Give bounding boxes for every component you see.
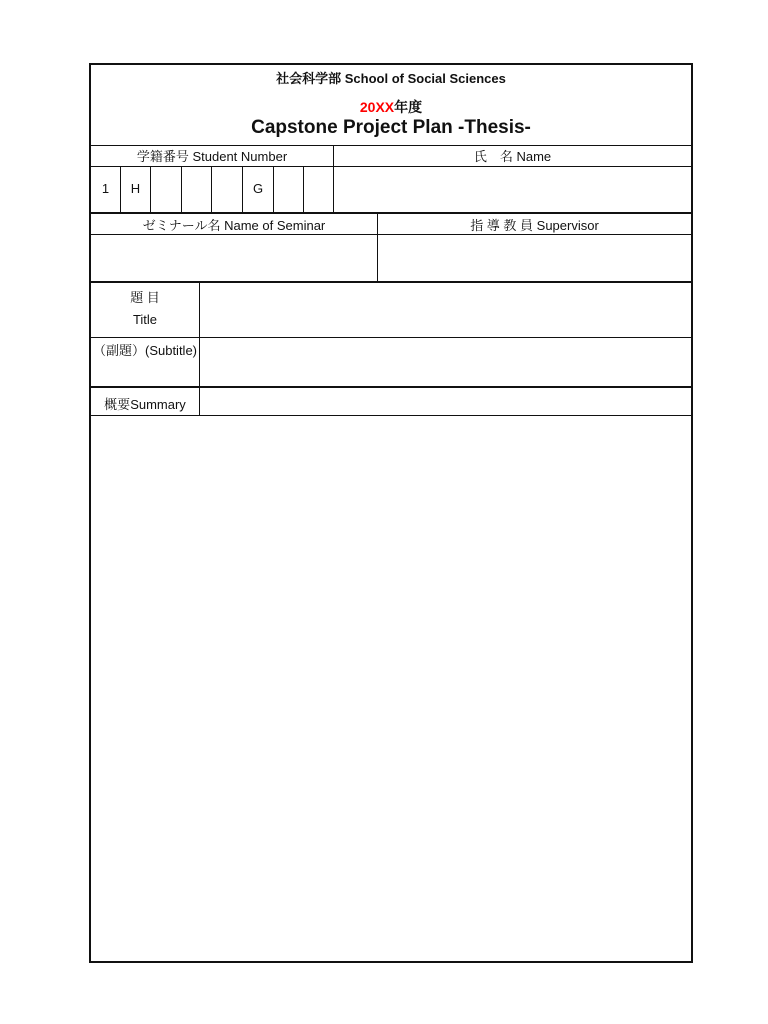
year-suffix: 年度: [394, 99, 423, 115]
title-label-en: Title: [132, 312, 158, 327]
name-label-en: Name: [516, 149, 552, 164]
divider: [89, 145, 693, 146]
divider: [89, 212, 693, 214]
seminar-field[interactable]: [91, 235, 377, 281]
student-number-label-en: Student Number: [192, 149, 288, 164]
student-number-digit-6[interactable]: G: [252, 181, 264, 196]
school-heading: [89, 71, 693, 87]
supervisor-field[interactable]: [378, 235, 691, 281]
divider: [303, 166, 304, 212]
divider: [273, 166, 274, 212]
summary-body-field[interactable]: [91, 416, 691, 959]
student-number-label-ja: 学籍番号: [136, 149, 189, 164]
divider: [181, 166, 182, 212]
subtitle-label: （副題）(Subtitle): [92, 343, 198, 358]
name-label: [334, 149, 691, 165]
supervisor-label-ja: 指 導 教 員: [470, 218, 534, 233]
capstone-form: [89, 63, 693, 963]
page-title: Capstone Project Plan -Thesis-: [251, 117, 531, 138]
year-placeholder: 20XX: [359, 99, 395, 115]
divider: [89, 386, 693, 388]
year-heading: [89, 99, 693, 115]
summary-label: [91, 397, 199, 413]
name-field[interactable]: [334, 167, 691, 212]
subtitle-field[interactable]: [200, 338, 691, 386]
summary-label-ja: 概要: [104, 397, 131, 412]
seminar-label: [91, 218, 377, 234]
school-name-en: School of Social Sciences: [344, 71, 506, 86]
summary-label-en: Summary: [130, 397, 186, 412]
divider: [211, 166, 212, 212]
name-label-ja: 氏 名: [473, 149, 513, 164]
student-number-label: [91, 149, 333, 165]
title-field[interactable]: [200, 283, 691, 337]
seminar-label-ja: ゼミナール名: [142, 218, 221, 233]
student-number-digit-2[interactable]: H: [130, 181, 141, 196]
supervisor-label-en: Supervisor: [536, 218, 599, 233]
school-name-ja: 社会科学部: [276, 71, 342, 86]
student-number-digit-1[interactable]: 1: [101, 181, 110, 196]
divider: [150, 166, 151, 212]
supervisor-label: [378, 218, 691, 234]
title-label-ja: 題 目: [130, 290, 160, 305]
seminar-label-en: Name of Seminar: [224, 218, 326, 233]
